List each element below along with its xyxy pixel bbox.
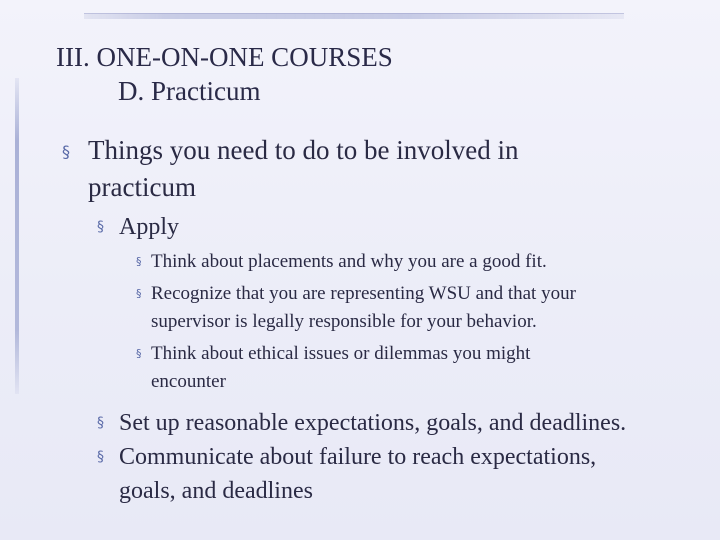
bullet-text-line: Apply xyxy=(119,214,179,240)
bullet-icon: § xyxy=(136,255,142,268)
bullet-icon: § xyxy=(62,142,70,161)
bullet-text-line: supervisor is legally responsible for your behavior. xyxy=(151,311,537,332)
bullet-icon: § xyxy=(136,287,142,300)
spacer xyxy=(62,396,712,406)
bullet-text-line: Think about placements and why you are a good fit. xyxy=(151,251,547,272)
bullet-text-line: practicum xyxy=(88,172,196,202)
bullet-text-line: Think about ethical issues or dilemmas you might xyxy=(151,343,531,364)
bullet-text-line: Recognize that you are representing WSU and that your xyxy=(151,283,576,304)
bullet-item-communicate xyxy=(62,440,712,508)
top-decorative-rule xyxy=(84,13,624,19)
bullet-text-line: Things you need to do to be involved in xyxy=(88,135,519,165)
bullet-text-line: Communicate about failure to reach expectations, xyxy=(119,444,597,470)
bullet-icon: § xyxy=(97,449,104,465)
bullet-text-line: Set up reasonable expectations, goals, and deadlines. xyxy=(119,410,627,436)
slide-title xyxy=(56,40,393,108)
bullet-item-apply xyxy=(62,210,712,244)
bullet-text-line: goals, and deadlines xyxy=(119,478,313,504)
bullet-text-line: encounter xyxy=(151,371,226,392)
bullet-item-things-to-do xyxy=(62,132,712,206)
bullet-item-placements xyxy=(62,248,712,276)
subsection-heading: D. Practicum xyxy=(118,76,261,106)
bullet-icon: § xyxy=(97,415,104,431)
bullet-item-ethical-issues xyxy=(62,340,712,396)
left-decorative-rule xyxy=(15,78,19,394)
bullet-icon: § xyxy=(97,219,104,235)
bullet-item-representing-wsu xyxy=(62,280,712,336)
bullet-icon: § xyxy=(136,347,142,360)
bullet-list xyxy=(62,132,712,508)
bullet-item-expectations xyxy=(62,406,712,440)
section-heading: III. ONE-ON-ONE COURSES xyxy=(56,42,393,72)
